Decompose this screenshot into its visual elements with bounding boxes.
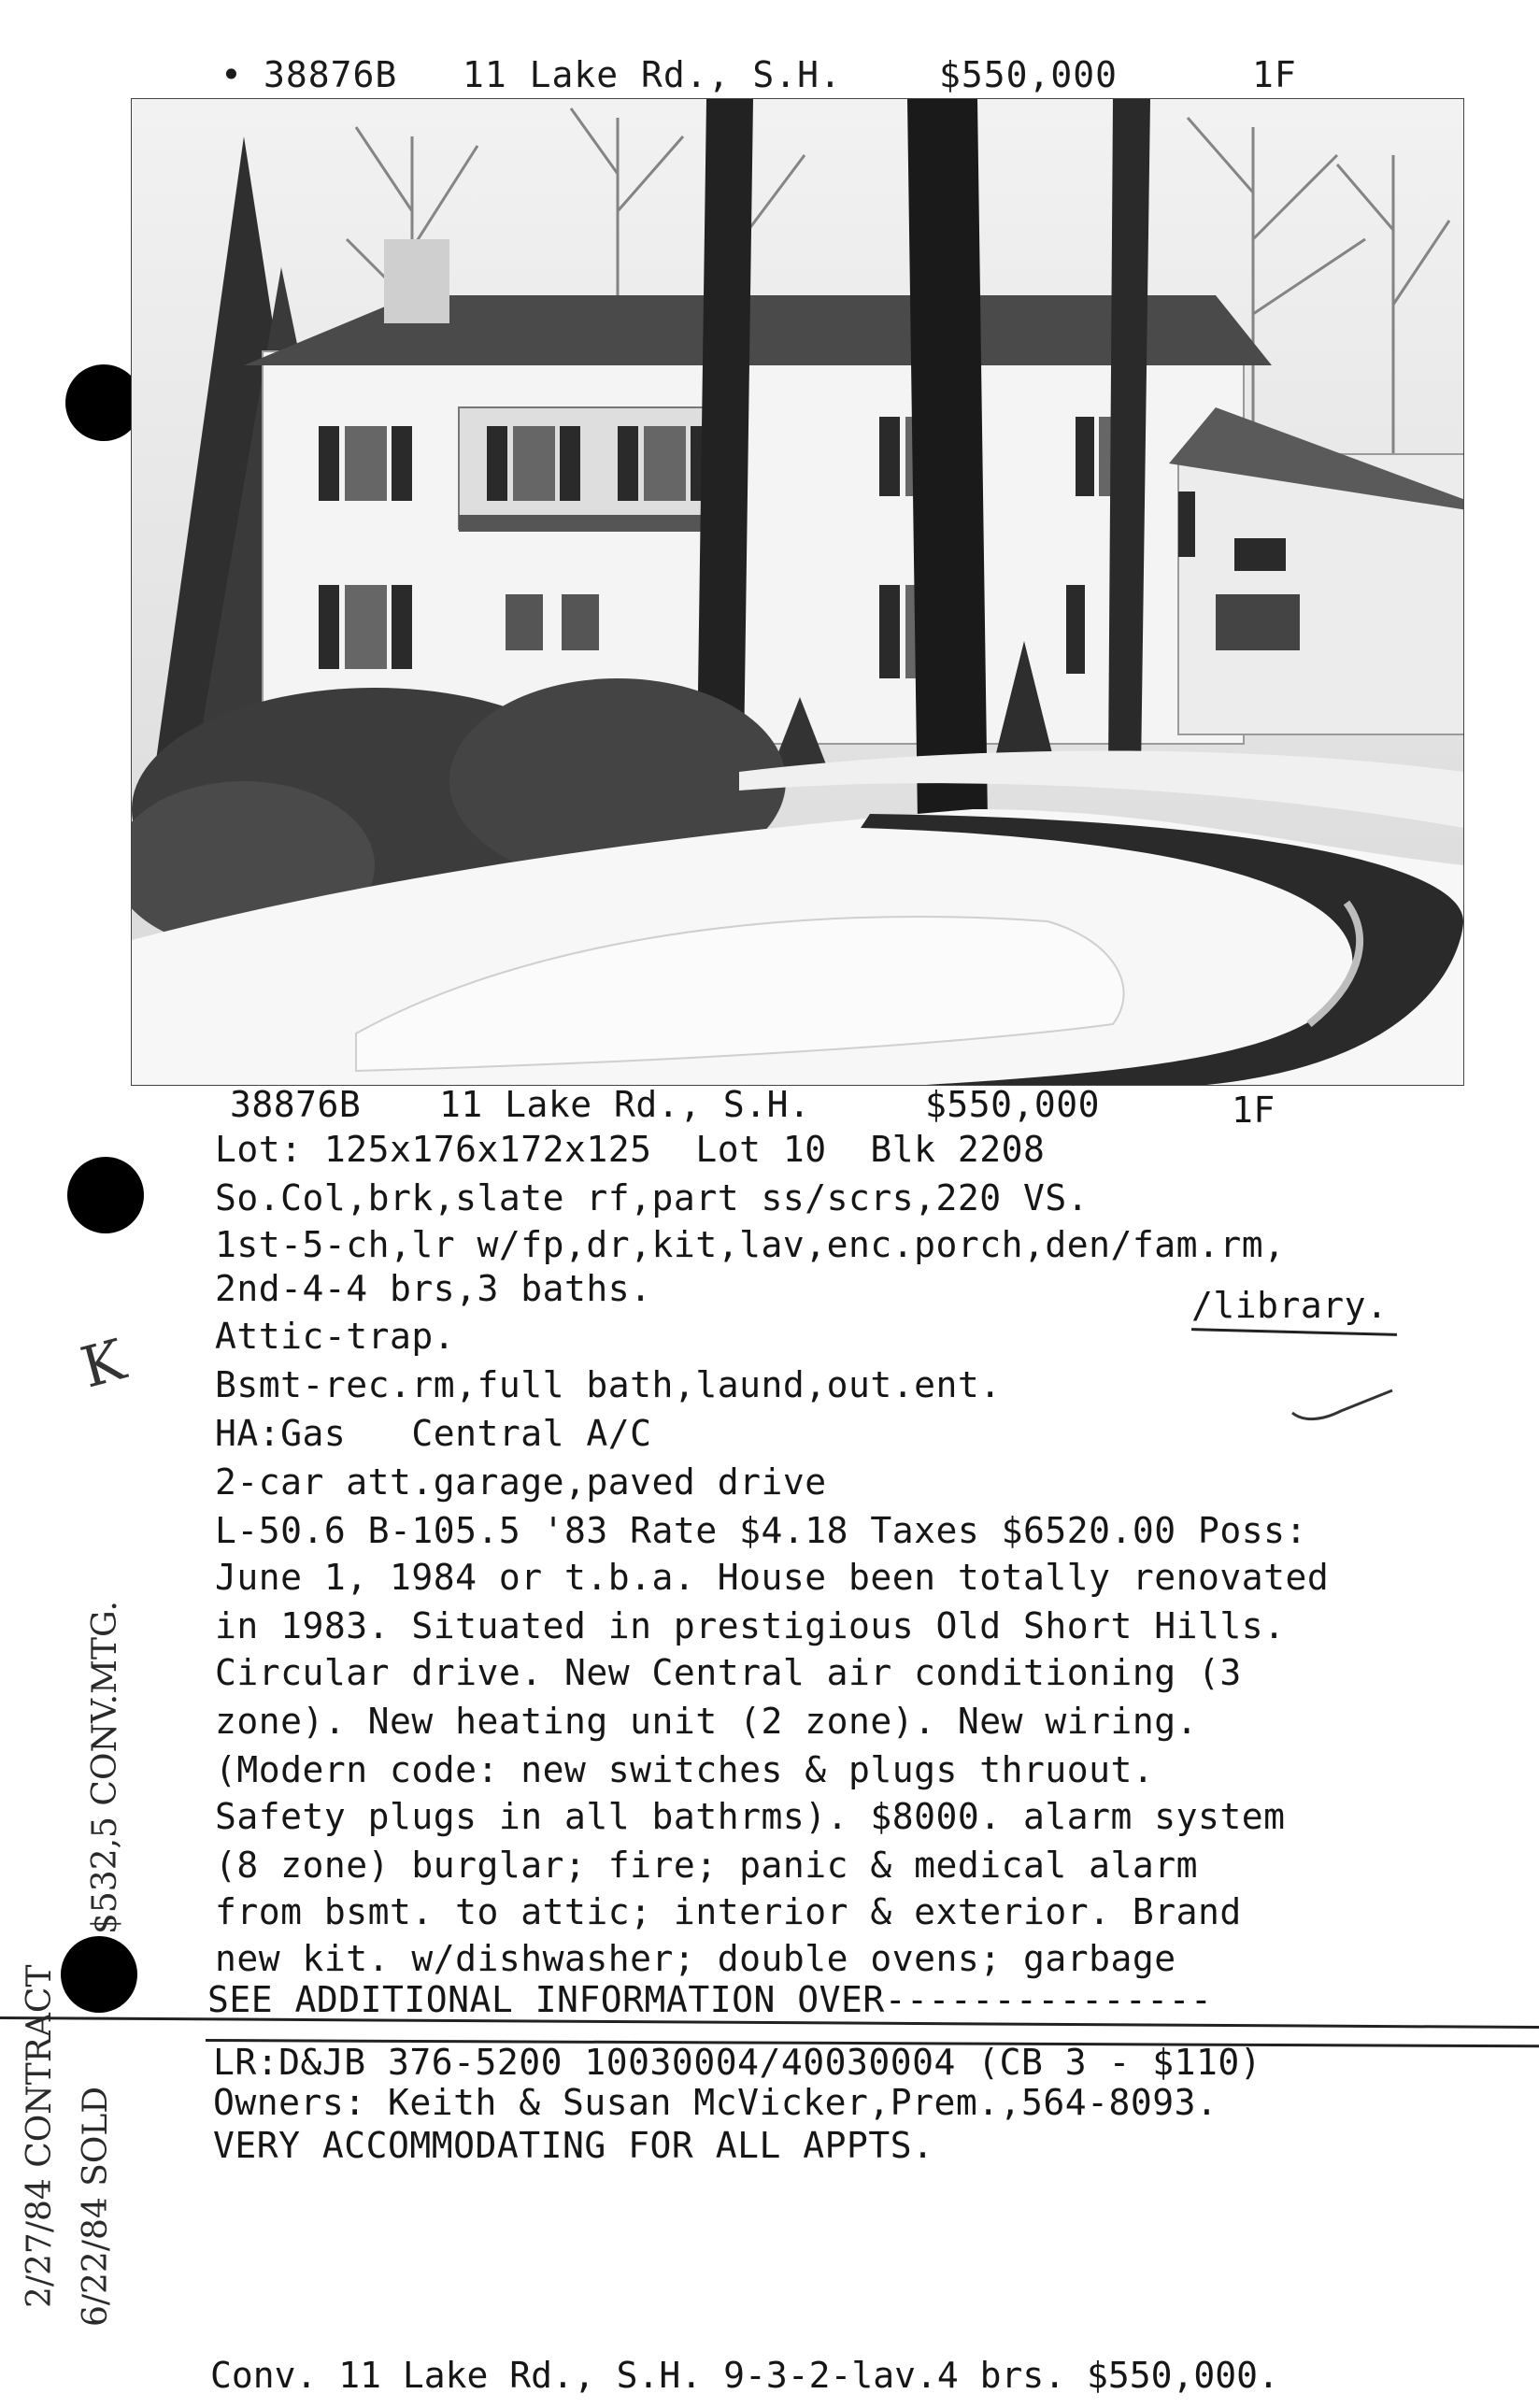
listing-line: L-50.6 B-105.5 '83 Rate $4.18 Taxes $6520.00 Poss: xyxy=(215,1510,1307,1551)
listing-line: So.Col,brk,slate rf,part ss/scrs,220 VS. xyxy=(215,1177,1090,1218)
agent-line: LR:D&JB 376-5200 10030004/40030004 (CB 3 - $110) xyxy=(213,2042,1262,2083)
listing-line: Safety plugs in all bathrms). $8000. alarm system xyxy=(215,1796,1286,1837)
listing-line: (8 zone) burglar; fire; panic & medical alarm xyxy=(215,1845,1199,1886)
library-note: /library. xyxy=(1191,1285,1389,1326)
header-code: 1F xyxy=(1252,54,1297,95)
library-underline xyxy=(1191,1328,1397,1336)
checkmark-icon xyxy=(1285,1383,1397,1430)
header-bullet: • xyxy=(221,54,243,95)
listing-price: $550,000 xyxy=(925,1084,1101,1125)
listing-id: 38876B xyxy=(230,1084,362,1125)
listing-line: zone). New heating unit (2 zone). New wiring. xyxy=(215,1701,1199,1742)
listing-line: Attic-trap. xyxy=(215,1316,456,1357)
listing-line: (Modern code: new switches & plugs thruout. xyxy=(215,1749,1155,1790)
listing-line: in 1983. Situated in prestigious Old Short Hills. xyxy=(215,1605,1286,1646)
footer-summary: Conv. 11 Lake Rd., S.H. 9-3-2-lav.4 brs. $550,000. xyxy=(210,2355,1279,2396)
contract-note: 2/27/84 CONTRACT xyxy=(21,1964,59,2308)
listing-line: 2-car att.garage,paved drive xyxy=(215,1461,827,1503)
listing-line: HA:Gas Central A/C xyxy=(215,1413,652,1454)
header-price: $550,000 xyxy=(939,54,1119,95)
listing-code: 1F xyxy=(1232,1090,1275,1131)
listing-line: 2nd-4-4 brs,3 baths. xyxy=(215,1268,652,1309)
listing-line: June 1, 1984 or t.b.a. House been totally renovated xyxy=(215,1557,1330,1598)
initial-mark: K xyxy=(74,1327,133,1402)
header-listing-id: 38876B xyxy=(264,54,398,95)
owners-line: Owners: Keith & Susan McVicker,Prem.,564-8093. xyxy=(213,2082,1218,2123)
sold-note: 6/22/84 SOLD xyxy=(77,2086,115,2327)
house-photo xyxy=(131,98,1464,1086)
additional-info-line: SEE ADDITIONAL INFORMATION OVER--------------- xyxy=(207,1979,1213,2020)
header-address: 11 Lake Rd., S.H. xyxy=(463,54,842,95)
listing-line: 1st-5-ch,lr w/fp,dr,kit,lav,enc.porch,den/fam.rm, xyxy=(215,1224,1286,1265)
listing-line: from bsmt. to attic; interior & exterior. Brand xyxy=(215,1891,1242,1932)
listing-line: Bsmt-rec.rm,full bath,laund,out.ent. xyxy=(215,1364,1002,1405)
appointments-line: VERY ACCOMMODATING FOR ALL APPTS. xyxy=(213,2125,934,2166)
punch-hole xyxy=(67,1157,144,1233)
listing-line: new kit. w/dishwasher; double ovens; garbage xyxy=(215,1938,1176,1979)
punch-hole xyxy=(61,1936,137,2013)
listing-line: Lot: 125x176x172x125 Lot 10 Blk 2208 xyxy=(215,1129,1046,1170)
mortgage-note: $532,5 CONV.MTG. xyxy=(86,1601,124,1934)
listing-line: Circular drive. New Central air conditioning (3 xyxy=(215,1652,1242,1693)
listing-address: 11 Lake Rd., S.H. xyxy=(439,1084,811,1125)
